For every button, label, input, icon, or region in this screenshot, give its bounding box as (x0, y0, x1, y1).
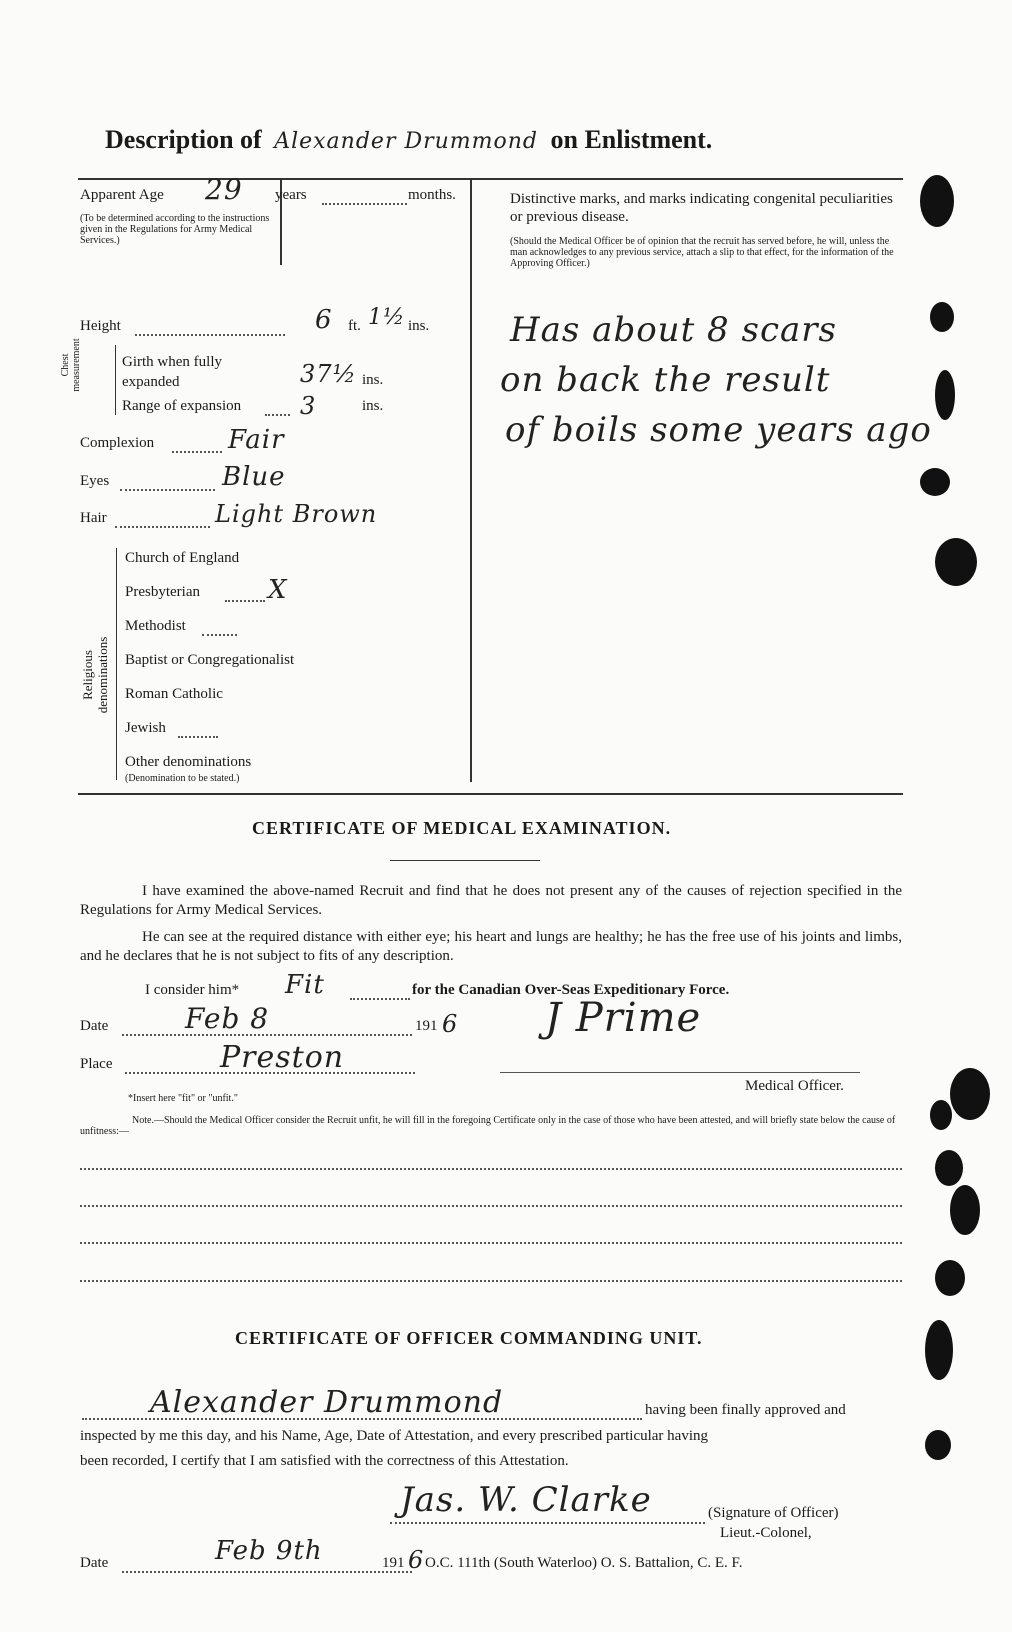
commanding-heading: CERTIFICATE OF OFFICER COMMANDING UNIT. (235, 1328, 703, 1348)
religion-other-note: (Denomination to be stated.) (125, 773, 240, 784)
height-label: Height (80, 318, 121, 334)
unfitness-line[interactable] (80, 1205, 902, 1207)
unfitness-line[interactable] (80, 1242, 902, 1244)
medical-year-prefix: 191 (415, 1018, 438, 1034)
commanding-signature: Jas. W. Clarke (400, 1480, 652, 1520)
commanding-line1-tail: having been finally approved and (645, 1402, 846, 1418)
hair-value: Light Brown (215, 500, 378, 528)
dotted-line (122, 1571, 412, 1573)
punch-hole (950, 1185, 980, 1235)
unfitness-line[interactable] (80, 1280, 902, 1282)
religion-jewish: Jewish (125, 720, 166, 736)
range-label: Range of expansion (122, 398, 242, 414)
religion-other: Other denominations (125, 754, 252, 770)
enlistee-name: Alexander Drummond (274, 129, 538, 154)
dotted-line (135, 334, 285, 336)
commanding-year-digit: 6 (408, 1546, 425, 1574)
religion-brace (116, 548, 117, 780)
dotted-line (202, 634, 237, 636)
dotted-line (322, 203, 407, 205)
ins-label: ins. (408, 318, 430, 334)
apparent-age-label: Apparent Age (80, 187, 164, 203)
marks-line3: of boils some years ago (505, 410, 932, 450)
commanding-unit: O.C. 111th (South Waterloo) O. S. Battalion, C. E. F. (425, 1555, 743, 1571)
dotted-line (178, 736, 218, 738)
religion-baptist: Baptist or Congregationalist (125, 652, 295, 668)
medical-place-label: Place (80, 1056, 113, 1072)
consider-label: I consider him* (145, 982, 240, 998)
apparent-age-value: 29 (205, 173, 243, 206)
commanding-date-label: Date (80, 1555, 109, 1571)
punch-hole (935, 1260, 965, 1296)
complexion-value: Fair (228, 425, 285, 455)
girth-ins-label: ins. (362, 372, 384, 388)
chest-label: Chest measurement (60, 338, 82, 392)
force-label: for the Canadian Over-Seas Expeditionary Force. (412, 982, 730, 998)
medical-para1: I have examined the above-named Recruit and find that he does not present any of the causes of rejection specified in the Regulations for Army Medical Services. (80, 883, 902, 918)
months-label: months. (408, 187, 456, 203)
chest-brace (115, 345, 116, 415)
insert-note: *Insert here "fit" or "unfit." (128, 1093, 238, 1104)
medical-officer-label: Medical Officer. (745, 1078, 844, 1094)
punch-hole (935, 1150, 963, 1186)
marks-line2: on back the result (500, 360, 831, 400)
range-value: 3 (300, 392, 317, 420)
column-divider (470, 180, 472, 782)
dotted-line (82, 1418, 642, 1420)
dotted-line (115, 526, 210, 528)
rank-label: Lieut.-Colonel, (720, 1525, 812, 1541)
marks-line1: Has about 8 scars (510, 310, 837, 350)
medical-signature: J Prime (545, 995, 702, 1041)
religion-side-label: Religious denominations (80, 636, 110, 714)
girth-label: Girth when fully expanded (122, 354, 222, 390)
signature-line (390, 1522, 705, 1524)
punch-hole (920, 468, 950, 496)
commanding-year-prefix: 191 (382, 1555, 405, 1571)
punch-hole (930, 1100, 952, 1130)
medical-year-digit: 6 (442, 1010, 459, 1038)
commanding-name-value: Alexander Drummond (150, 1385, 504, 1420)
heading-rule (390, 860, 540, 861)
bottom-rule (78, 793, 903, 795)
girth-value: 37½ (300, 360, 357, 388)
dotted-line (120, 489, 215, 491)
commanding-date-value: Feb 9th (215, 1536, 323, 1566)
medical-place-value: Preston (220, 1040, 345, 1075)
medical-heading: CERTIFICATE OF MEDICAL EXAMINATION. (252, 818, 672, 838)
punch-hole (925, 1430, 951, 1460)
hair-label: Hair (80, 510, 107, 526)
unfit-note: Note.—Should the Medical Officer consider the Recruit unfit, he will fill in the foregoing Certificate only in the case of those who have been attested, and will briefly state below the cause of unfitness:— (80, 1115, 896, 1137)
punch-hole (920, 175, 954, 227)
commanding-line2: inspected by me this day, and his Name, Age, Date of Attestation, and every prescribed particular having (80, 1428, 709, 1444)
religion-presbyterian: Presbyterian (125, 584, 200, 600)
dotted-line (350, 998, 410, 1000)
range-ins-label: ins. (362, 398, 384, 414)
signature-label: (Signature of Officer) (708, 1505, 839, 1521)
religion-catholic: Roman Catholic (125, 686, 223, 702)
form-title (105, 125, 712, 155)
consider-value: Fit (285, 970, 325, 1000)
punch-hole (950, 1068, 990, 1120)
ft-label: ft. (348, 318, 361, 334)
marks-note: (Should the Medical Officer be of opinion that the recruit has served before, he will, unless the man acknowledges to any previous service, attach a slip to that effect, for the information of the Approving Officer.) (510, 236, 894, 269)
punch-hole (935, 370, 955, 420)
years-label: years (275, 187, 307, 203)
dotted-line (265, 414, 290, 416)
age-note: (To be determined according to the instructions given in the Regulations for Army Medical Services.) (80, 213, 270, 246)
medical-para2: He can see at the required distance with either eye; his heart and lungs are healthy; he has the free use of his joints and limbs, and he declares that he is not subject to fits of any description. (80, 929, 902, 964)
marks-heading: Distinctive marks, and marks indicating congenital peculiarities or previous disease. (510, 191, 893, 225)
dotted-line (172, 451, 222, 453)
top-rule (78, 178, 903, 180)
punch-hole (930, 302, 954, 332)
height-in-value: 1½ (368, 305, 406, 330)
complexion-label: Complexion (80, 435, 155, 451)
height-ft-value: 6 (315, 305, 333, 335)
commanding-line3: been recorded, I certify that I am satisfied with the correctness of this Attestation. (80, 1453, 569, 1469)
presbyterian-mark: X (268, 575, 288, 605)
title-suffix: on Enlistment. (550, 125, 713, 154)
punch-hole (925, 1320, 953, 1380)
eyes-label: Eyes (80, 473, 110, 489)
religion-church: Church of England (125, 550, 240, 566)
medical-date-value: Feb 8 (185, 1002, 270, 1035)
eyes-value: Blue (222, 462, 286, 492)
dotted-line (225, 600, 265, 602)
unfitness-line[interactable] (80, 1168, 902, 1170)
medical-date-label: Date (80, 1018, 109, 1034)
title-prefix: Description of (105, 125, 262, 154)
religion-methodist: Methodist (125, 618, 186, 634)
signature-line (500, 1072, 860, 1073)
punch-hole (935, 538, 977, 586)
